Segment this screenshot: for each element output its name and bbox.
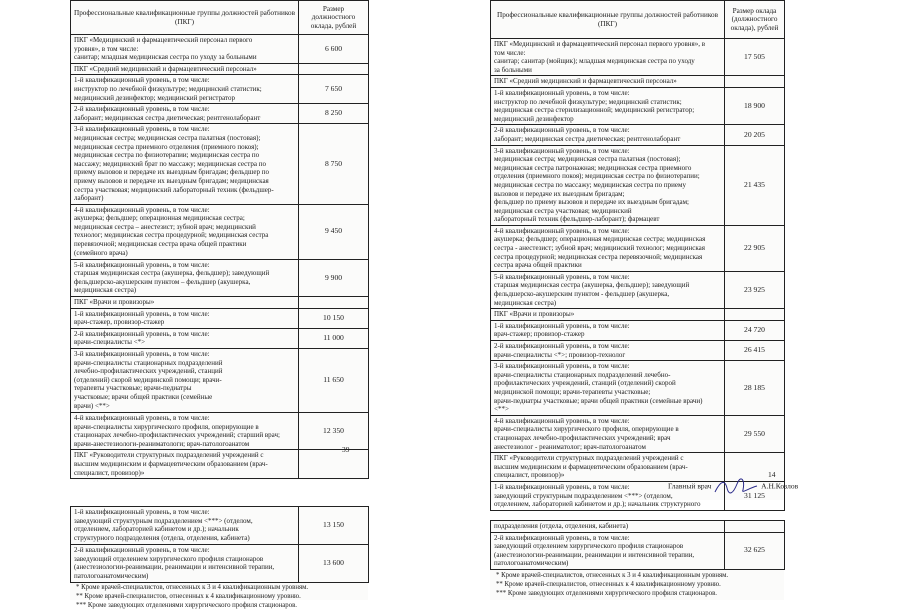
footnote-3: *** Кроме заведующих отделениями хирургического профиля стационаров. [76,602,297,609]
description-line: врачи-специалисты <*> [74,338,146,347]
salary-value: 11 000 [299,328,369,348]
table-row [71,308,369,328]
page-bottom-right [490,520,784,600]
header-groups: Профессиональные квалификационные группы должностей работников (ПКГ) [71,1,299,35]
description-line: врачи-специалисты хирургического профиля, оперирующие в [74,422,259,431]
salary-value: 10 150 [299,308,369,328]
description-line: медицинская сестра) [74,286,137,295]
table-row [491,145,785,225]
footnote-1: * Кроме врачей-специалистов, отнесенных к 3 и 4 квалификационным уровням. [76,584,309,591]
position-description [71,204,299,259]
description-line: 2-й квалификационный уровень, в том числе: [74,329,210,338]
position-description [491,145,725,225]
position-description [71,104,299,124]
table-row [71,75,369,104]
position-description [491,361,725,416]
description-line: инструктор по лечебной физкультуре; медицинский статистик; [494,97,682,106]
salary-value [725,76,785,88]
salary-value: 29 550 [725,415,785,452]
description-line: 3-й квалификационный уровень, в том числе: [74,125,210,134]
position-description [71,545,299,583]
page-top-left [70,0,368,480]
position-description [71,450,299,479]
position-description [71,328,299,348]
description-line: 4-й квалификационный уровень, в том числе: [494,416,630,425]
description-line: врач-стажер; провизор-стажер [494,330,585,339]
description-line: врачи) <**> [74,401,110,410]
footnote-2: ** Кроме врачей-специалистов, отнесенных к 4 квалификационному уровню. [496,581,721,588]
table-row [491,39,785,76]
table-row [71,349,369,413]
header-salary: Размер должностного оклада, рублей [299,1,369,35]
salary-value: 11 650 [299,349,369,413]
salary-value: 23 925 [725,271,785,308]
salary-value: 9 900 [299,259,369,296]
salary-value: 32 625 [725,532,785,569]
table-row [71,328,369,348]
description-line: (анестезиологии-реанимации, реанимации и интенсивной терапии, [494,550,695,559]
salary-value [725,521,785,533]
table-row [71,450,369,479]
description-line: 2-й квалификационный уровень, в том числе: [74,105,210,114]
description-line: за больными [494,65,532,74]
salary-value: 20 205 [725,125,785,145]
position-description [491,87,725,124]
table-row [491,532,785,569]
salary-value: 9 450 [299,204,369,259]
description-line: медицинская сестра по физиотерапии; медицинская сестра по [74,151,260,160]
table-header [491,1,785,39]
description-line: заведующий отделением хирургического профиля стационаров [74,554,264,563]
footnotes [496,571,728,598]
salary-value: 22 905 [725,225,785,271]
salary-value: 24 720 [725,320,785,340]
description-line: акушерка; фельдшер; операционная медицинская сестра; медицинская [494,235,706,244]
description-line: санитар; младшая медицинская сестра по уходу за больными [74,53,257,62]
salary-table-right-continued [490,520,785,570]
description-line: отделения (приемного покоя); медицинская сестра по физиотерапии; [494,172,700,181]
description-line: врачи-специалисты стационарных подразделений лечебно- [494,370,671,379]
table-row [491,415,785,452]
salary-table-left-continued [70,506,369,583]
signature-scribble [713,478,759,496]
description-line: медицинская сестра; медицинская сестра палатная (постовая); [74,133,261,142]
salary-table-left [70,0,369,479]
description-line: высшим медицинским и фармацевтическим образованием (врач- [74,460,268,468]
description-line: медицинская сестра) [494,298,557,307]
description-line: патологоанатомическим) [74,571,149,580]
salary-value [299,63,369,75]
description-line: медицинская сестра участковая; медицинский [494,206,632,215]
description-line: технолог; медицинская сестра процедурной; медицинская сестра [74,231,269,240]
table-row [491,341,785,361]
description-line: подразделения (отдела, отделения, кабинета) [494,522,629,530]
table-row [71,35,369,64]
table-row [71,545,369,583]
description-line: ПКГ «Медицинский и фармацевтический персонал первого [74,36,253,44]
description-line: медицинской помощи; врачи-терапевты участковые; [494,387,651,396]
position-description [491,125,725,145]
page-bottom-left [70,506,368,609]
table-row [491,320,785,340]
description-line: санитар; санитар (мойщик); младшая медицинская сестра по уходу [494,57,695,66]
table-row [491,76,785,88]
description-line: медицинская сестра; медицинская сестра палатная (постовая); [494,155,681,164]
description-line: 1-й квалификационный уровень, в том числе: [494,482,630,491]
description-line: врачи-специалисты стационарных подразделений [74,358,223,367]
table-row [71,124,369,204]
table-row [491,225,785,271]
description-line: заведующий отделением хирургического профиля стационаров [494,542,684,551]
position-description [71,349,299,413]
description-line: ПКГ «Врачи и провизоры» [494,310,575,319]
salary-value [299,450,369,479]
table-row [491,125,785,145]
table-row [71,104,369,124]
position-description [491,532,725,569]
description-line: врачи-специалисты хирургического профиля, оперирующие в [494,425,679,434]
description-line: (анестезиологии-реанимации, реанимации и интенсивной терапии, [74,563,275,572]
position-description [491,320,725,340]
description-line: высшим медицинским и фармацевтическим образованием (врач- [494,462,688,471]
position-description [71,259,299,296]
description-line: сестра - анестезист; зубной врач; медицинский технолог; медицинская [494,244,705,253]
table-row [71,507,369,545]
description-line: 5-й квалификационный уровень, в том числе: [494,272,630,281]
description-line: специалист, провизор)» [494,471,565,480]
description-line: медицинская сестра по массажу; медицинская сестра по приему [494,180,686,189]
position-description [71,507,299,545]
description-line: патологоанатомическим) [494,559,569,568]
description-line: врачи-специалисты <*>; провизор-технолог [494,350,626,359]
description-line: стационарах лечебно-профилактических учреждений; врач [494,433,671,442]
footnote-1: * Кроме врачей-специалистов, отнесенных к 3 и 4 квалификационным уровням. [496,572,729,579]
description-line: перевязочной; медицинская сестра врача общей практики [74,240,247,249]
description-line: уровня», в том числе: [74,44,139,53]
description-line: том числе: [494,48,526,57]
position-description [491,341,725,361]
salary-value: 28 185 [725,361,785,416]
salary-value: 21 435 [725,145,785,225]
table-row [71,259,369,296]
description-line: 2-й квалификационный уровень, в том числе: [494,126,630,135]
description-line: 1-й квалификационный уровень, в том числе: [494,88,630,97]
description-line: специалист, провизор)» [74,468,145,477]
page-number: 14 [768,470,776,479]
description-line: фельдшерско-акушерским пунктом – фельдшер (акушерка, [74,277,251,286]
signature-block [668,478,798,496]
description-line: 3-й квалификационный уровень, в том числе: [74,350,210,359]
description-line: ПКГ «Руководители структурных подразделений учреждений с [74,451,264,460]
page-top-right [490,0,799,509]
description-line: 2-й квалификационный уровень, в том числе: [74,546,210,554]
position-description [71,63,299,75]
table-row [491,361,785,416]
signature-title: Главный врач [668,481,712,491]
footnotes [76,583,308,610]
position-description [71,124,299,204]
description-line: (отделений) скорой медицинской помощи; врачи- [74,375,222,384]
description-line: анестезиолог - реаниматолог; врач-патологоанатом [494,442,646,451]
salary-value: 6 600 [299,35,369,64]
salary-value: 8 250 [299,104,369,124]
salary-value: 7 650 [299,75,369,104]
description-line: заведующий структурным подразделением <***> (отделом, [494,491,673,500]
header-groups: Профессиональные квалификационные группы должностей работников (ПКГ) [491,1,725,39]
footnote-2: ** Кроме врачей-специалистов, отнесенных к 4 квалификационному уровню. [76,593,301,600]
description-line: 3-й квалификационный уровень, в том числе: [494,146,630,155]
salary-table-right [490,0,785,511]
description-line: 1-й квалификационный уровень, в том числе: [74,76,210,85]
description-line: 4-й квалификационный уровень, в том числе: [74,414,210,423]
description-line: медицинский дезинфектор [494,114,574,123]
description-line: медицинская сестра стерилизационной; медицинский регистратор; [494,106,695,115]
salary-value: 8 750 [299,124,369,204]
salary-value: 26 415 [725,341,785,361]
description-line: вызовов и передаче их выездным бригадам; [494,189,625,198]
description-line: старшая медицинская сестра (акушерка, фельдшер); заведующий [74,269,270,278]
description-line: участковые; врачи общей практики (семейные [74,393,213,401]
description-line: отделением, лабораторией кабинетом и др.); начальник [74,525,239,534]
salary-value [299,297,369,309]
description-line: лаборант; медицинская сестра диетическая; рентгенолаборант [74,113,261,122]
table-header [71,1,369,35]
description-line: терапевты участковые; врачи-педиатры [74,384,192,393]
description-line: ПКГ «Медицинский и фармацевтический персонал первого уровня», в [494,40,706,48]
description-line: лаборант) [74,194,104,203]
table-row [71,63,369,75]
description-line: <**> [494,405,509,414]
table-row [491,521,785,533]
salary-value [725,309,785,321]
description-line: ПКГ «Средний медицинский и фармацевтический персонал» [74,64,257,73]
description-line: приему вызовов и передаче их выездным бригадам; медицинская [74,176,269,185]
salary-value: 31 125 [725,481,785,510]
position-description [491,271,725,308]
salary-value: 12 350 [299,413,369,450]
signature-name: А.Н.Козлов [761,481,799,491]
description-line: 4-й квалификационный уровень, в том числе: [74,205,210,214]
position-description [71,413,299,450]
position-description [71,35,299,64]
description-line: врачи-анестезиологи-реаниматологи; врач-патологоанатом [74,439,250,448]
description-line: стационарах лечебно-профилактических учреждений; старший врач; [74,431,280,440]
position-description [71,75,299,104]
description-line: 2-й квалификационный уровень, в том числе: [494,342,630,350]
description-line: сестра участковая; медицинский лабораторный техник (фельдшер- [74,185,274,194]
salary-value: 18 900 [725,87,785,124]
salary-value: 13 600 [299,545,369,583]
description-line: медицинская сестра приемного отделения (приемного покоя); [74,142,259,151]
salary-value: 17 505 [725,39,785,76]
position-description [71,297,299,309]
description-line: 2-й квалификационный уровень, в том числе: [494,533,630,542]
description-line: медицинская сестра – анестезист; зубной врач; медицинский [74,222,256,231]
description-line: 3-й квалификационный уровень, в том числе: [494,362,630,371]
description-line: 4-й квалификационный уровень, в том числе: [494,226,630,235]
position-description [491,521,725,533]
description-line: лабораторный техник (фельдшер-лаборант); фармацевт [494,215,660,224]
table-row [491,309,785,321]
position-description [491,39,725,76]
description-line: фельдшер по приему вызовов и передаче их выездным бригадам; [494,198,689,207]
description-line: структурного подразделения (отдела, отделения, кабинета) [74,533,250,542]
description-line: сестра врача общей практики [494,261,582,270]
description-line: 1-й квалификационный уровень, в том числе: [74,309,210,318]
description-line: приему вызовов и передаче их выездным бригадам; фельдшер по [74,168,269,177]
position-description [491,415,725,452]
position-description [491,225,725,271]
table-row [71,297,369,309]
position-description [71,308,299,328]
description-line: профилактических учреждений, станций (отделений) скорой [494,379,676,388]
description-line: отделением, лабораторией кабинетом и др.); начальник структурного [494,500,701,509]
description-line: врачи-педиатры участковые; врачи общей практики (семейные врачи) [494,396,703,405]
description-line: инструктор по лечебной физкультуре; медицинский статистик; [74,84,262,93]
table-row [71,204,369,259]
table-row [491,271,785,308]
description-line: 1-й квалификационный уровень, в том числе: [494,321,630,330]
description-line: ПКГ «Средний медицинский и фармацевтический персонал» [494,77,677,86]
footnote-3: *** Кроме заведующих отделениями хирургического профиля стационаров. [496,590,717,597]
description-line: медицинский дезинфектор; медицинский регистратор [74,93,235,102]
description-line: 1-й квалификационный уровень, в том числе: [74,508,210,516]
description-line: (семейного врача) [74,248,128,257]
description-line: медицинская сестра патронажная; медицинская сестра приемного [494,163,692,172]
description-line: старшая медицинская сестра (акушерка, фельдшер); заведующий [494,281,690,290]
description-line: фельдшерско-акушерским пунктом - фельдшер (акушерка, [494,290,670,299]
table-row [491,87,785,124]
position-description [491,76,725,88]
description-line: лечебно-профилактических учреждений, станций [74,367,223,376]
page-number: 39 [342,445,350,454]
description-line: ПКГ «Врачи и провизоры» [74,298,155,307]
salary-value: 13 150 [299,507,369,545]
position-description [491,309,725,321]
description-line: лаборант; медицинская сестра диетическая; рентгенолаборант [494,134,681,143]
description-line: заведующий структурным подразделением <***> (отделом, [74,516,253,525]
table-row [71,413,369,450]
description-line: врач-стажер, провизор-стажер [74,318,165,327]
description-line: ПКГ «Руководители структурных подразделений учреждений с [494,454,684,463]
description-line: сестра процедурной; медицинская сестра перевязочной; медицинская [494,252,703,261]
description-line: массажу; медицинский брат по массажу; медицинская сестра по [74,159,266,168]
description-line: 5-й квалификационный уровень, в том числе: [74,260,210,269]
header-salary: Размер оклада (должностного оклада), рублей [725,1,785,39]
description-line: акушерка; фельдшер; операционная медицинская сестра; [74,214,245,223]
